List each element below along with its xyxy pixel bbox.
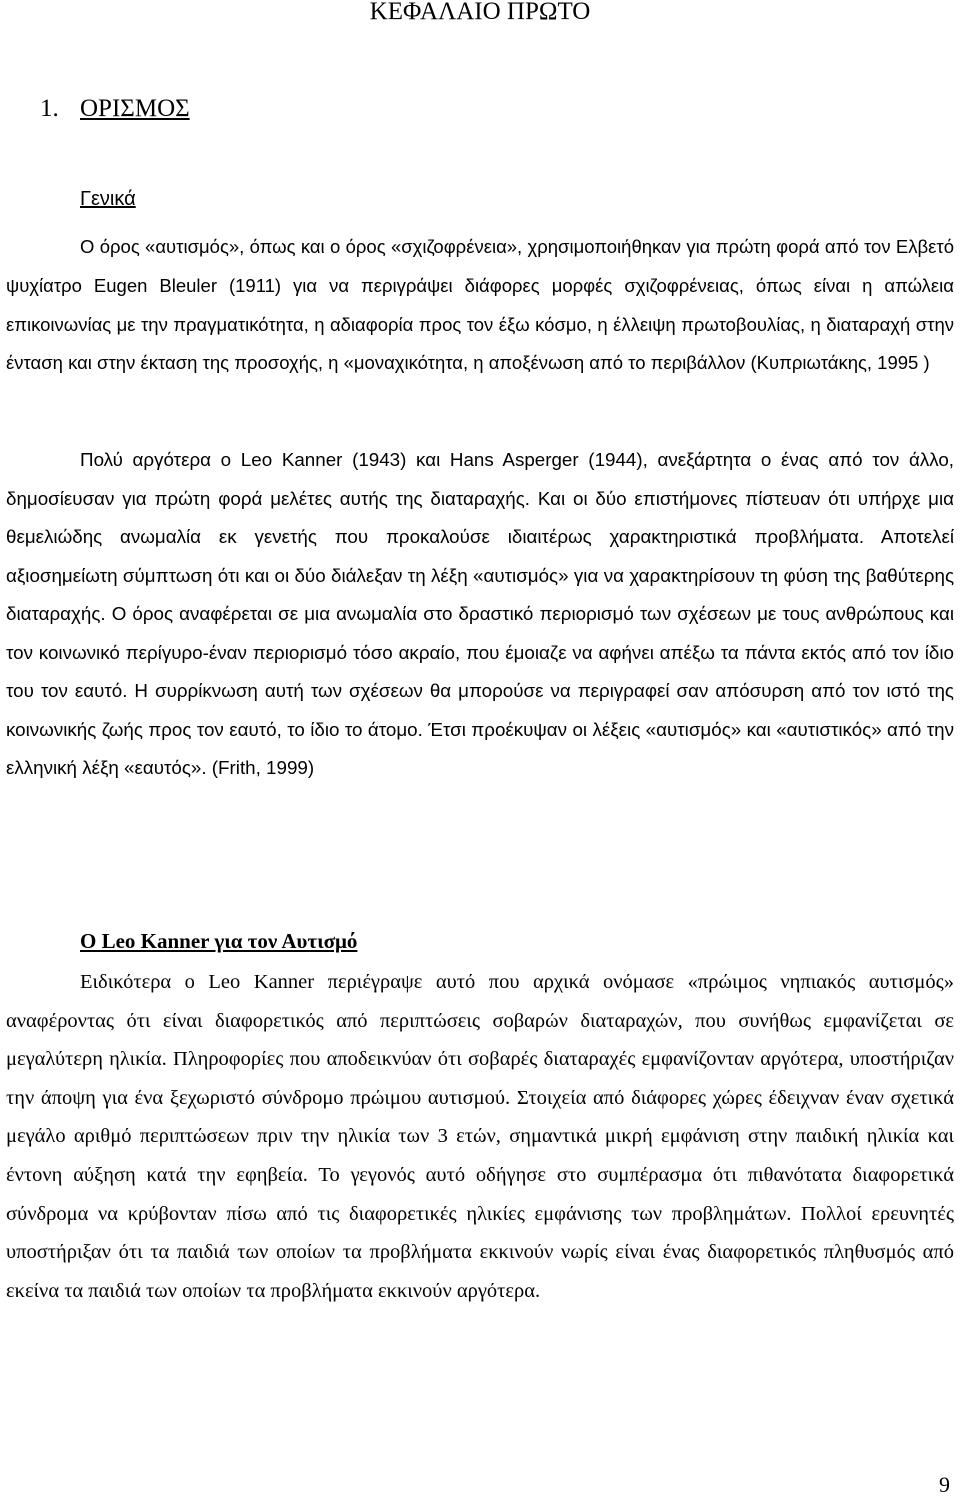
paragraph-kanner-autism: Ειδικότερα ο Leo Kanner περιέγραψε αυτό που αρχικά ονόμασε «πρώιμος νηπιακός αυτισμός» αναφέροντας ότι είναι διαφορετικός από περιπτώσεις σοβαρών διαταραχών, που συνήθως εμφανίζεται σε μεγαλύτερη ηλικία. Πληροφορίες που αποδεικνύαν ότι σοβαρές διαταραχές εμφανίζονταν αργότερα, υποστήριζαν την άποψη για ένα ξεχωριστό σύνδρομο πρώιμου αυτισμού. Στοιχεία από διάφορες χώρες έδειχναν έναν σχετικά μεγάλο αριθμό περιπτώσεων πριν την ηλικία των 3 ετών, σημαντικά μικρή εμφάνιση στην παιδική ηλικία και έντονη αύξηση κατά την εφηβεία. Το γεγονός αυτό οδήγησε στο συμπέρασμα ότι πιθανότατα διαφορετικά σύνδρομα να κρύβονταν πίσω από τις διαφορετικές ηλικίες εμφάνισης των προβλημάτων. Πολλοί ερευνητές υποστήριξαν ότι τα παιδιά των οποίων τα προβλήματα εκκινούν νωρίς είναι ένας διαφορετικός πληθυσμός από εκείνα τα παιδιά των οποίων τα προβλήματα εκκινούν αργότερα. <box>6 971 954 1302</box>
section-number: 1. <box>40 95 59 122</box>
subheading-kanner: Ο Leo Kanner για τον Αυτισμό <box>80 929 358 953</box>
section-heading <box>40 94 190 124</box>
page-number: 9 <box>939 1472 950 1497</box>
paragraph-kanner-asperger: Πολύ αργότερα ο Leo Kanner (1943) και Hans Asperger (1944), ανεξάρτητα ο ένας από τον άλλο, δημοσίευσαν για πρώτη φορά μελέτες αυτής της διαταραχής. Και οι δύο επιστήμονες πίστευαν ότι υπήρχε μια θεμελιώδης ανωμαλία εκ γενετής που προκαλούσε ιδιαιτέρως χαρακτηριστικά προβλήματα. Αποτελεί αξιοσημείωτη σύμπτωση ότι και οι δύο διάλεξαν τη λέξη «αυτισμός» για να χαρακτηρίσουν τη φύση της βαθύτερης διαταραχής. Ο όρος αναφέρεται σε μια ανωμαλία στο δραστικό περιορισμό των σχέσεων με τους ανθρώπους και τον κοινωνικό περίγυρο-έναν περιορισμό τόσο ακραίο, που έμοιαζε να αφήνει απέξω τα πάντα εκτός από τον ίδιο του τον εαυτό. Η συρρίκνωση αυτή των σχέσεων θα μπορούσε να περιγραφεί σαν απόσυρση από τον ιστό της κοινωνικής ζωής προς τον εαυτό, το ίδιο το άτομο. Έτσι προέκυψαν οι λέξεις «αυτισμός» και «αυτιστικός» από την ελληνική λέξη «εαυτός». (Frith, 1999) <box>6 449 954 778</box>
section-title: ΟΡΙΣΜΟΣ <box>80 95 190 122</box>
chapter-title: ΚΕΦΑΛΑΙΟ ΠΡΩΤΟ <box>369 0 591 25</box>
subheading-general: Γενικά <box>80 188 136 210</box>
paragraph-bleuler: Ο όρος «αυτισμός», όπως και ο όρος «σχιζοφρένεια», χρησιμοποιήθηκαν για πρώτη φορά από τον Ελβετό ψυχίατρο Eugen Bleuler (1911) για να περιγράψει διάφορες μορφές σχιζοφρένειας, όπως είναι η απώλεια επικοινωνίας με την πραγματικότητα, η αδιαφορία προς τον έξω κόσμο, η έλλειψη πρωτοβουλίας, η διαταραχή στην ένταση και στην έκταση της προσοχής, η «μοναχικότητα, η αποξένωση από το περιβάλλον (Κυπριωτάκης, 1995 ) <box>6 236 954 374</box>
